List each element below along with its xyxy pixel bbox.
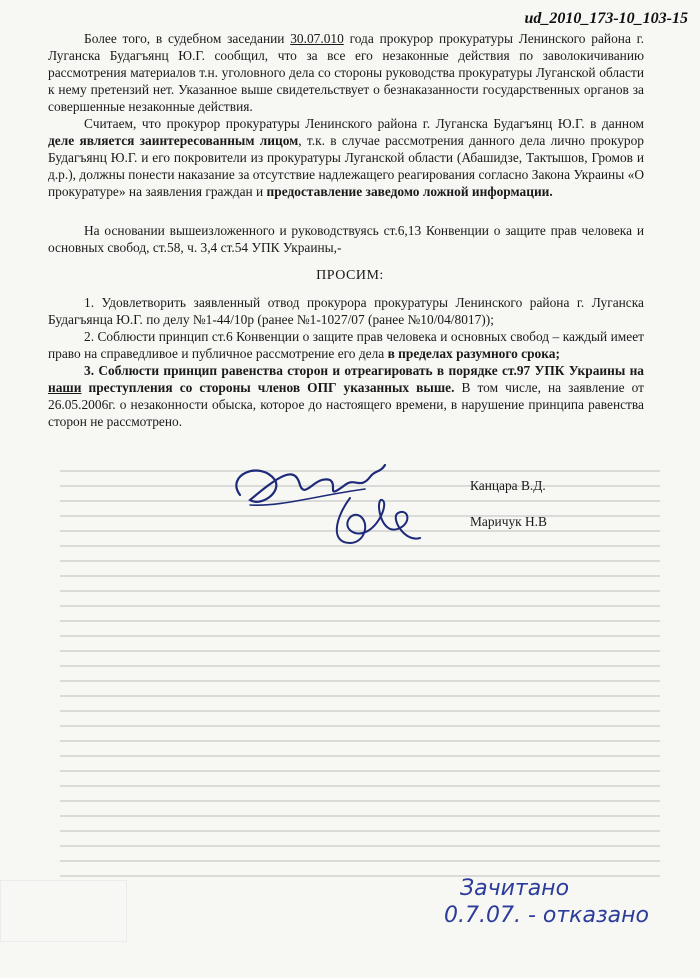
paragraph-legal-basis (48, 222, 644, 256)
document-id: ud_2010_173-10_103-15 (524, 10, 688, 27)
paragraph-2-mid: , т.к. в случае рассмотрения данного дела лично прокурор Будагъянц Ю.Г. и его покровители из прокуратуры Луганской области (Абашидзе, Тактышов, Громов и д.р.), должны понести наказание за отсутствие надлежащего реагирования согласно Закона Украины «О прокуратуре» на заявления граждан и (48, 133, 644, 199)
signatory-2-name: Маричук Н.В (470, 514, 547, 529)
paragraph-1-rest: года прокурор прокуратуры Ленинского района г. Луганска Будагъянц Ю.Г. сообщил, что за все его незаконные действия по заволокичиванию рассмотрения материалов т.н. уголовного дела со стороны руководства прокуратуры Луганской области к нему претензий нет. Указанное выше свидетельствует о безнаказанности государственных органов за совершенные незаконные действия. (48, 31, 644, 114)
request-item-1-text: 1. Удовлетворить заявленный отвод прокурора прокуратуры Ленинского района г. Луганска Будагъянца Ю.Г. по делу №1-44/10р (ранее №1-1027/07 (ранее №10/04/8017)); (48, 295, 644, 327)
handwritten-resolution (404, 876, 654, 956)
request-item-3-bold-a: 3. Соблюсти принцип равенства сторон и отреагировать в порядке ст.97 УПК Украины на (84, 363, 644, 378)
request-item-2 (48, 328, 644, 362)
resolution-line-1: Зачитано (460, 876, 570, 901)
request-item-1 (48, 294, 644, 328)
request-item-3-bold-b: преступления со стороны членов ОПГ указанных выше. (81, 380, 455, 395)
request-item-3-underlined: наши (48, 380, 82, 395)
resolution-line-2: 0.7.07. - отказано (444, 903, 649, 928)
signatory-1-name: Канцара В.Д. (470, 478, 546, 493)
heading-request: ПРОСИМ: (316, 268, 384, 283)
request-item-3-rest: В том числе, на заявление от 26.05.2006г. о незаконности обыска, которое до настоящего времени, в нарушение принципа равенства сторон не рассмотрено. (48, 380, 645, 429)
paragraph-2-bold-end: предоставление заведомо ложной информации. (266, 184, 553, 199)
request-item-2-text: 2. Соблюсти принцип ст.6 Конвенции о защите прав человека и основных свобод – каждый имеет право на справедливое и публичное рассмотрение его дела (48, 329, 644, 361)
paragraph-court-session (48, 30, 644, 115)
faint-stamp-mark (0, 880, 127, 942)
session-date: 30.07.010 (290, 31, 344, 46)
request-item-2-bold: в пределах разумного срока; (387, 346, 560, 361)
paragraph-1-start: Более того, в судебном заседании (84, 31, 291, 46)
paragraph-2-bold: деле является заинтересованным лицом (48, 133, 299, 148)
paragraph-2-start: Считаем, что прокурор прокуратуры Ленинского района г. Луганска Будагъянц Ю.Г. в данном (84, 116, 644, 131)
request-item-3 (48, 362, 644, 430)
paragraph-3-text: На основании вышеизложенного и руководствуясь ст.6,13 Конвенции о защите прав человека и основных свобод, ст.58, ч. 3,4 ст.54 УПК Украины,- (48, 223, 644, 255)
signature-2 (320, 488, 430, 558)
paragraph-interested-party (48, 115, 644, 200)
